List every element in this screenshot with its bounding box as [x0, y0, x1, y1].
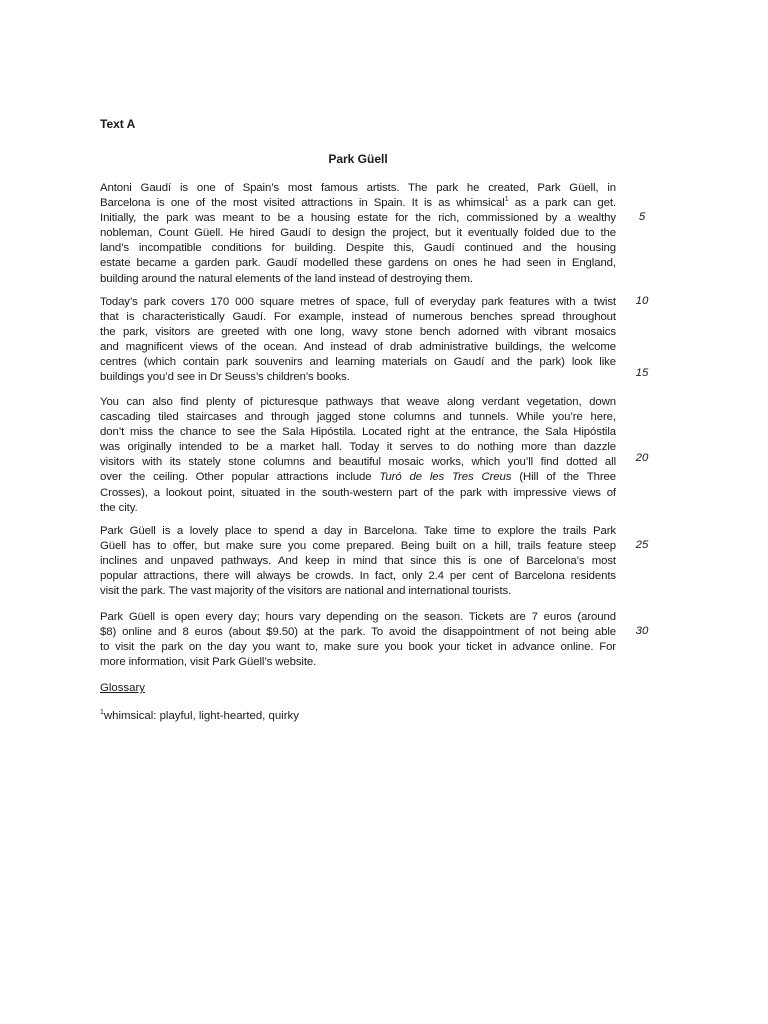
p3-line-5: visitors with its stately stone columns and beautiful mosaic works, which you’ll find dotted all: [100, 456, 616, 469]
p4-line-3: inclines and unpaved pathways. And keep in mind that since this is one of Barcelona’s most: [100, 555, 616, 568]
paragraph-3: [100, 395, 616, 516]
line-number: 10: [635, 295, 649, 307]
glossary-entry-text: whimsical: playful, light-hearted, quirky: [103, 710, 299, 722]
line-number: 20: [635, 452, 649, 464]
p1-line-2-tail: as a park can get.: [508, 197, 616, 210]
p5-line-3: to visit the park on the day you want to, make sure you book your ticket in advance online. For: [100, 641, 616, 654]
glossary-heading: Glossary: [100, 682, 145, 694]
p4-line-2: Güell has to offer, but make sure you come prepared. Being built on a hill, trails feature steep: [100, 540, 616, 553]
p1-line-3: Initially, the park was meant to be a housing estate for the rich, commissioned by a wealthy: [100, 212, 616, 225]
p5-line-4: more information, visit Park Güell’s website.: [100, 656, 317, 669]
place-name-italic: Turó de les Tres Creus: [379, 471, 512, 484]
article-title: Park Güell: [328, 152, 388, 166]
line-number: 25: [635, 539, 649, 551]
paragraph-2: [100, 295, 616, 386]
p5-line-1: Park Güell is open every day; hours vary depending on the season. Tickets are 7 euros (around: [100, 611, 616, 623]
paragraph-4: [100, 524, 616, 599]
p3-line-7: Crosses), a lookout point, situated in the south-western part of the park with impressive views of: [100, 486, 616, 499]
p3-line-6: [100, 470, 616, 485]
p1-line-2: [100, 196, 616, 211]
p1-line-5: land’s incompatible conditions for building. Despite this, Gaudí continued and the housing: [100, 242, 616, 255]
p3-line-3: don’t miss the chance to see the Sala Hipóstila. Located right at the entrance, the Sala Hipóstila: [100, 426, 616, 439]
p1-line-2-text: Barcelona is one of the most visited attractions in Spain. It is as whimsical: [100, 197, 505, 210]
p4-line-5: visit the park. The vast majority of the visitors are national and international tourists.: [100, 585, 512, 598]
p1-line-4: nobleman, Count Güell. He hired Gaudí to design the project, but it eventually folded due to the: [100, 227, 616, 240]
paragraph-5: [100, 610, 616, 670]
paragraph-1: [100, 181, 616, 287]
p1-line-6: estate became a garden park. Gaudí modelled these gardens on ones he had seen in England,: [100, 257, 616, 270]
glossary-footnote-marker: 1: [100, 709, 104, 717]
p1-line-1: Antoni Gaudí is one of Spain’s most famous artists. The park he created, Park Güell, in: [100, 182, 616, 194]
line-number: 30: [635, 625, 649, 637]
p5-line-2: $8) online and 8 euros (about $9.50) at the park. To avoid the disappointment of not being able: [100, 626, 616, 639]
p2-line-5: centres (which contain park souvenirs and learning materials on Gaudí and the park) look like: [100, 356, 616, 369]
p3-line-2: cascading tiled staircases and through jagged stone columns and tunnels. While you’re here,: [100, 411, 616, 424]
p2-line-1: Today’s park covers 170 000 square metres of space, full of everyday park features with a twist: [100, 296, 616, 308]
p4-line-1: Park Güell is a lovely place to spend a day in Barcelona. Take time to explore the trails Park: [100, 525, 616, 537]
p3-line-6-tail: (Hill of the Three: [511, 471, 616, 484]
p3-line-1: You can also find plenty of picturesque pathways that weave along verdant vegetation, down: [100, 396, 616, 408]
line-number: 5: [638, 211, 646, 223]
text-label: Text A: [100, 117, 136, 131]
p4-line-4: popular attractions, there will always be crowds. In fact, only 2.4 per cent of Barcelona residents: [100, 570, 616, 583]
p3-line-8: the city.: [100, 501, 138, 514]
line-number: 15: [635, 367, 649, 379]
p2-line-4: and magnificent views of the ocean. And instead of drab administrative buildings, the welcome: [100, 341, 616, 354]
p3-line-6-text: over the ceiling. Other popular attractions include: [100, 471, 380, 484]
glossary-entry: [100, 710, 299, 722]
p2-line-2: that is characteristically Gaudí. For example, instead of numerous benches spread throughout: [100, 311, 616, 324]
p3-line-4: was originally intended to be a market hall. Today it serves to do nothing more than dazzle: [100, 441, 616, 454]
footnote-marker: 1: [504, 196, 509, 204]
p2-line-6: buildings you’d see in Dr Seuss’s children’s books.: [100, 371, 350, 384]
p2-line-3: the park, visitors are greeted with one long, wavy stone bench adorned with vibrant mosaics: [100, 326, 616, 339]
p1-line-7: building around the natural elements of the land instead of destroying them.: [100, 272, 473, 285]
